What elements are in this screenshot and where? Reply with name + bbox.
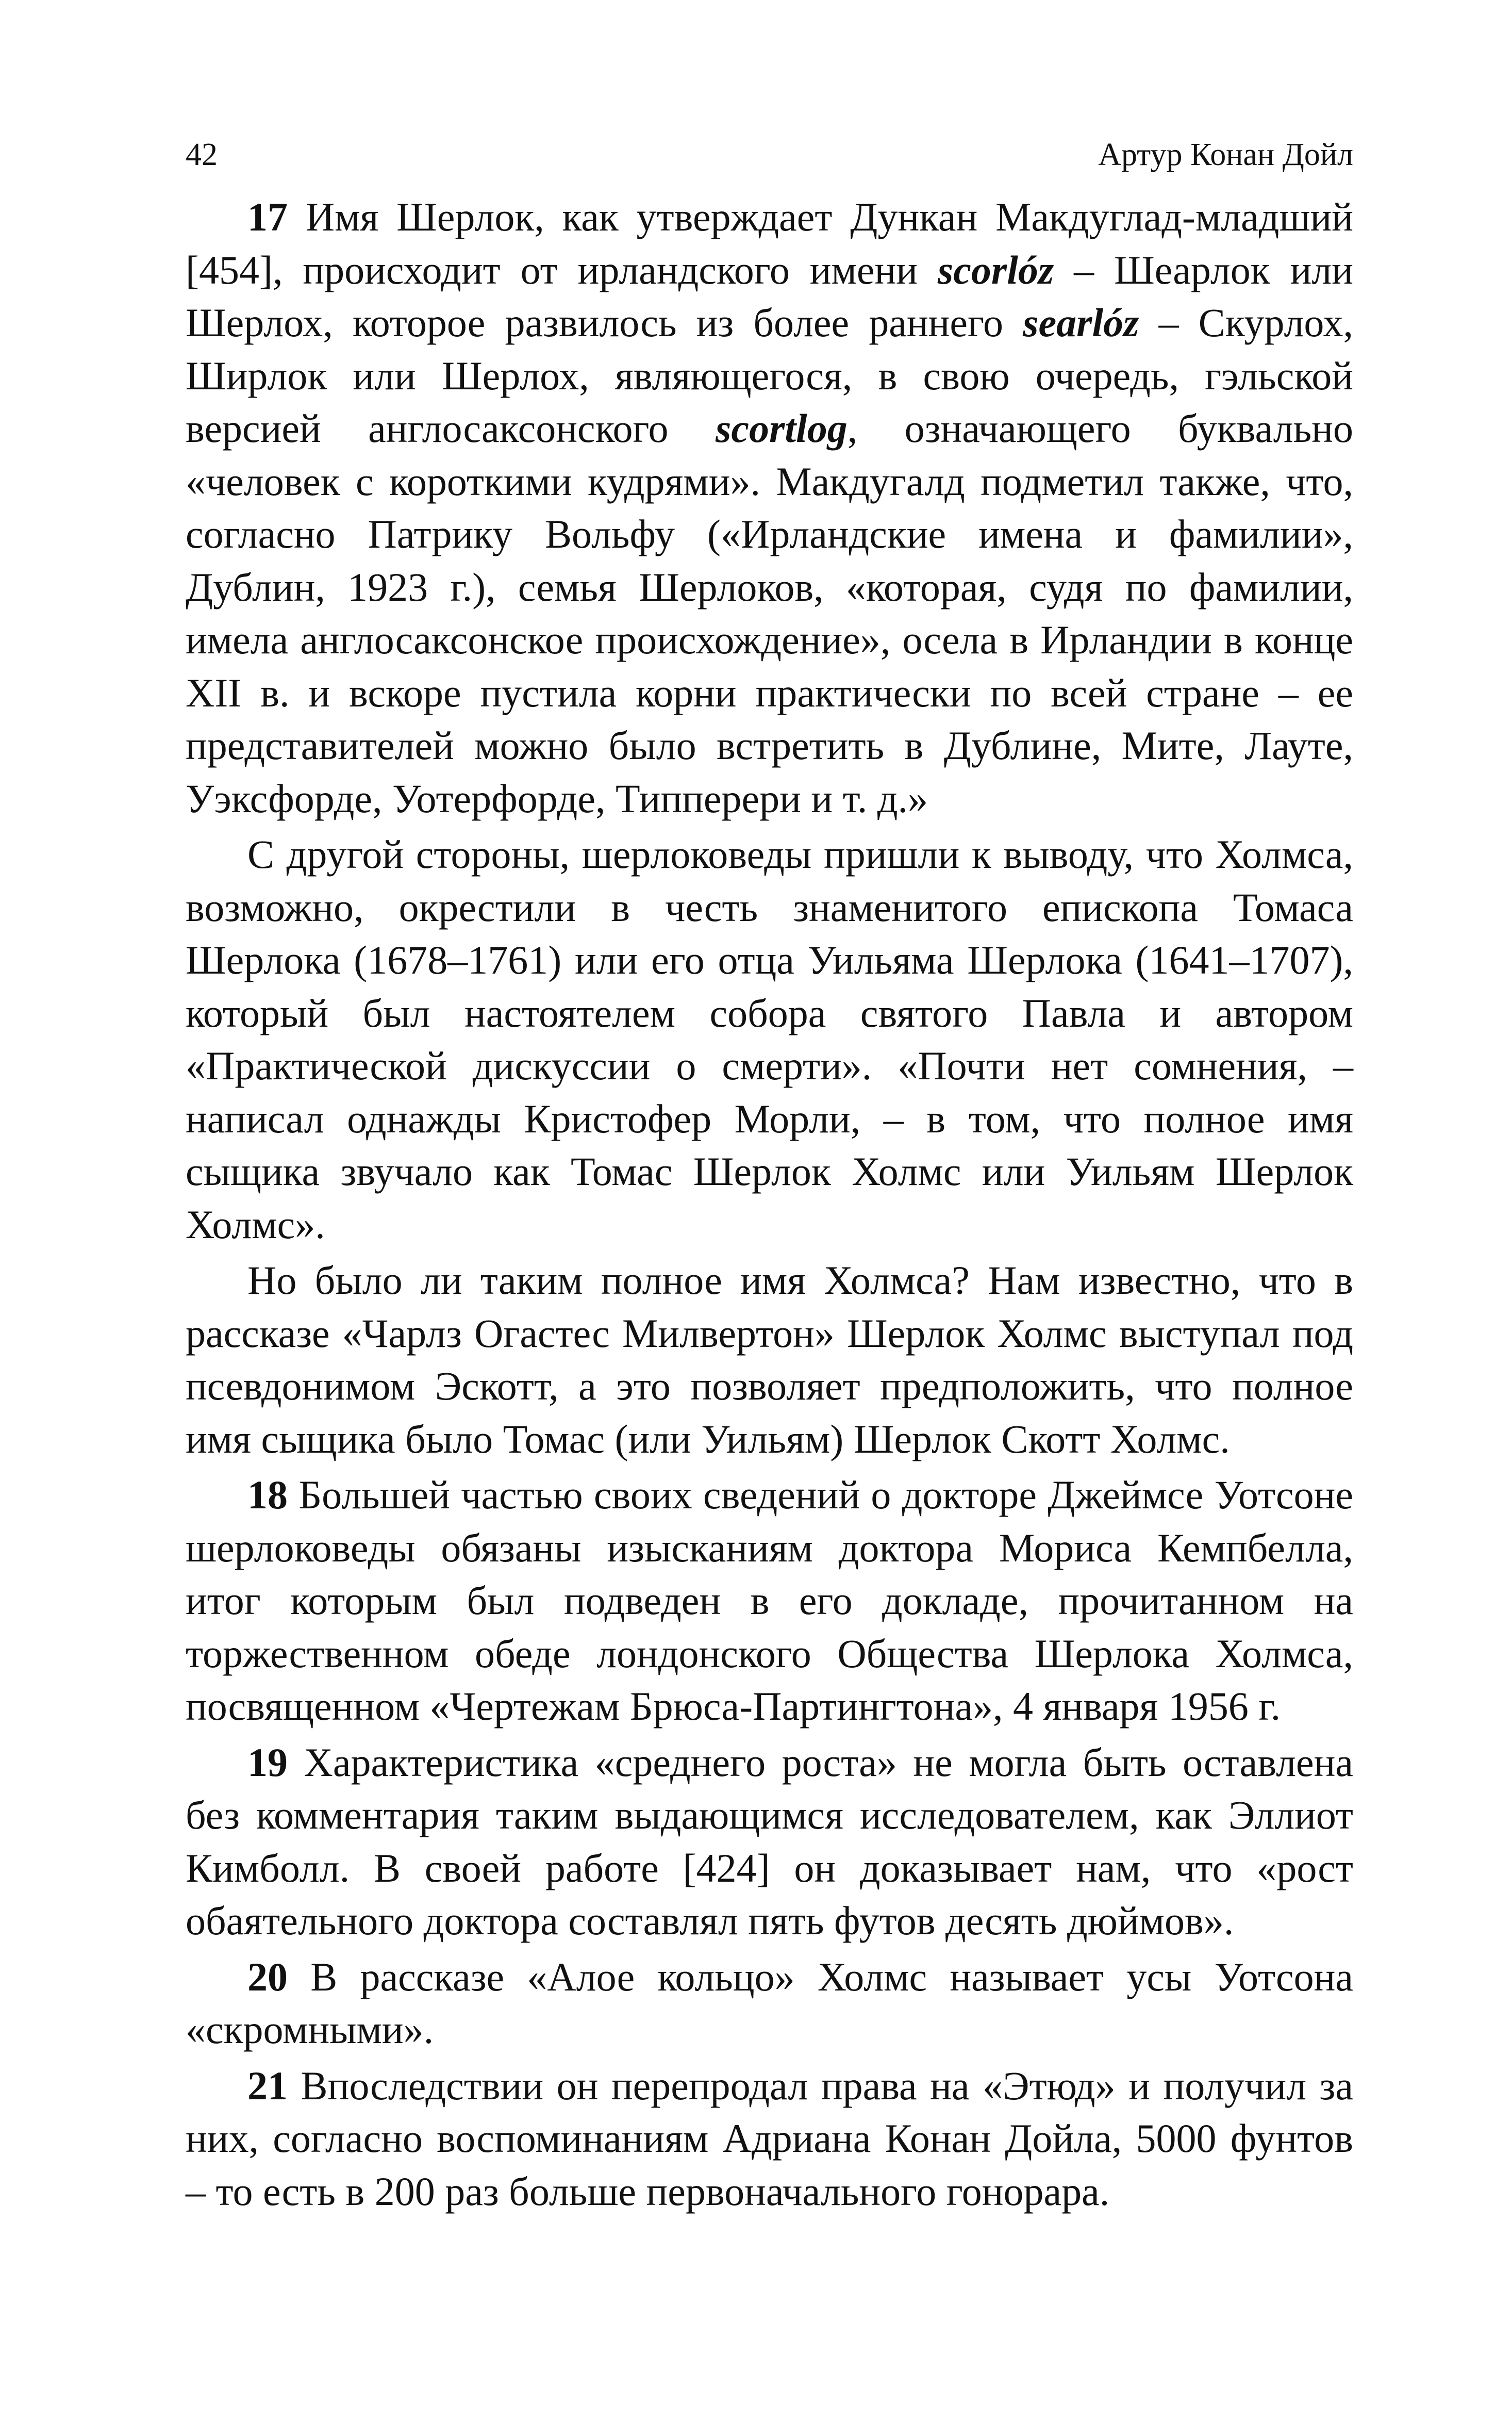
note-paragraph <box>186 1469 1353 1733</box>
foreign-word: searlóz <box>1023 300 1139 345</box>
note-paragraph <box>186 191 1353 825</box>
note-paragraph <box>186 1736 1353 1948</box>
note-number: 20 <box>247 1954 288 1999</box>
note-number: 18 <box>247 1472 288 1517</box>
text-body <box>186 191 1353 2218</box>
note-number: 17 <box>247 194 288 239</box>
body-paragraph <box>186 828 1353 1251</box>
note-paragraph <box>186 2060 1353 2218</box>
note-number: 19 <box>247 1739 288 1785</box>
running-header <box>186 129 1353 180</box>
note-paragraph <box>186 1951 1353 2056</box>
body-paragraph <box>186 1254 1353 1466</box>
note-number: 21 <box>247 2063 288 2108</box>
paragraph-text: С другой стороны, шерлоковеды пришли к выводу, что Холмса, возможно, окрестили в честь знаменитого епископа Томаса Шерлока (1678–1761) или его отца Уильяма Шерлока (1641–1707), который был настоятелем собора святого Павла и автором «Практической дискуссии о смерти». «Почти нет сомнения, – написал однажды Кристофер Морли, – в том, что полное имя сыщика звучало как Томас Шерлок Холмс или Уильям Шерлок Холмс». <box>186 832 1353 1247</box>
foreign-word: scortlog <box>716 406 848 451</box>
paragraph-text: Но было ли таким полное имя Холмса? Нам известно, что в рассказе «Чарлз Огастес Милвертон» Шерлок Холмс выступал под псевдонимом Эскотт, а это позволяет предположить, что полное имя сыщика было Томас (или Уильям) Шерлок Скотт Холмс. <box>186 1258 1353 1461</box>
page-number: 42 <box>186 137 218 172</box>
paragraph-text: Впоследствии он перепродал права на «Этюд» и получил за них, согласно воспоминаниям Адриана Конан Дойла, 5000 фунтов – то есть в 200 раз больше первоначального гонорара. <box>186 2063 1353 2214</box>
paragraph-text: , означающего буквально «человек с короткими кудрями». Макдугалд подметил также, что, согласно Патрику Вольфу («Ирландские имена и фамилии», Дублин, 1923 г.), семья Шерлоков, «которая, судя по фамилии, имела англосаксонское происхождение», осела в Ирландии в конце XII в. и вскоре пустила корни практически по всей стране – ее представителей можно было встретить в Дублине, Мите, Лауте, Уэксфорде, Уотерфорде, Типперери и т. д.» <box>186 406 1353 821</box>
paragraph-text: В рассказе «Алое кольцо» Холмс называет усы Уотсона «скромными». <box>186 1954 1353 2052</box>
paragraph-text: Имя Шерлок, как утверждает Дункан Макдуглад-младший [454], происходит от ирландского имени <box>186 194 1354 292</box>
foreign-word: scorlóz <box>937 247 1054 292</box>
running-title: Артур Конан Дойл <box>1098 137 1353 172</box>
book-page <box>186 129 1353 2221</box>
paragraph-text: Характеристика «среднего роста» не могла быть оставлена без комментария таким выдающимся исследователем, как Эллиот Кимболл. В своей работе [424] он доказывает нам, что «рост обаятельного доктора составлял пять футов десять дюймов». <box>186 1739 1353 1943</box>
paragraph-text: – Скурлох, Ширлок или Шерлох, являющегося, в свою очередь, гэльской версией англосаксонского <box>186 300 1353 451</box>
paragraph-text: – Шеарлок или Шерлох, которое развилось из более раннего <box>186 247 1353 345</box>
paragraph-text: Большей частью своих сведений о докторе Джеймсе Уотсоне шерлоковеды обязаны изысканиям доктора Мориса Кемпбелла, итог которым был подведен в его докладе, прочитанном на торжественном обеде лондонского Общества Шерлока Холмса, посвященном «Чертежам Брюса-Партингтона», 4 января 1956 г. <box>186 1472 1353 1729</box>
